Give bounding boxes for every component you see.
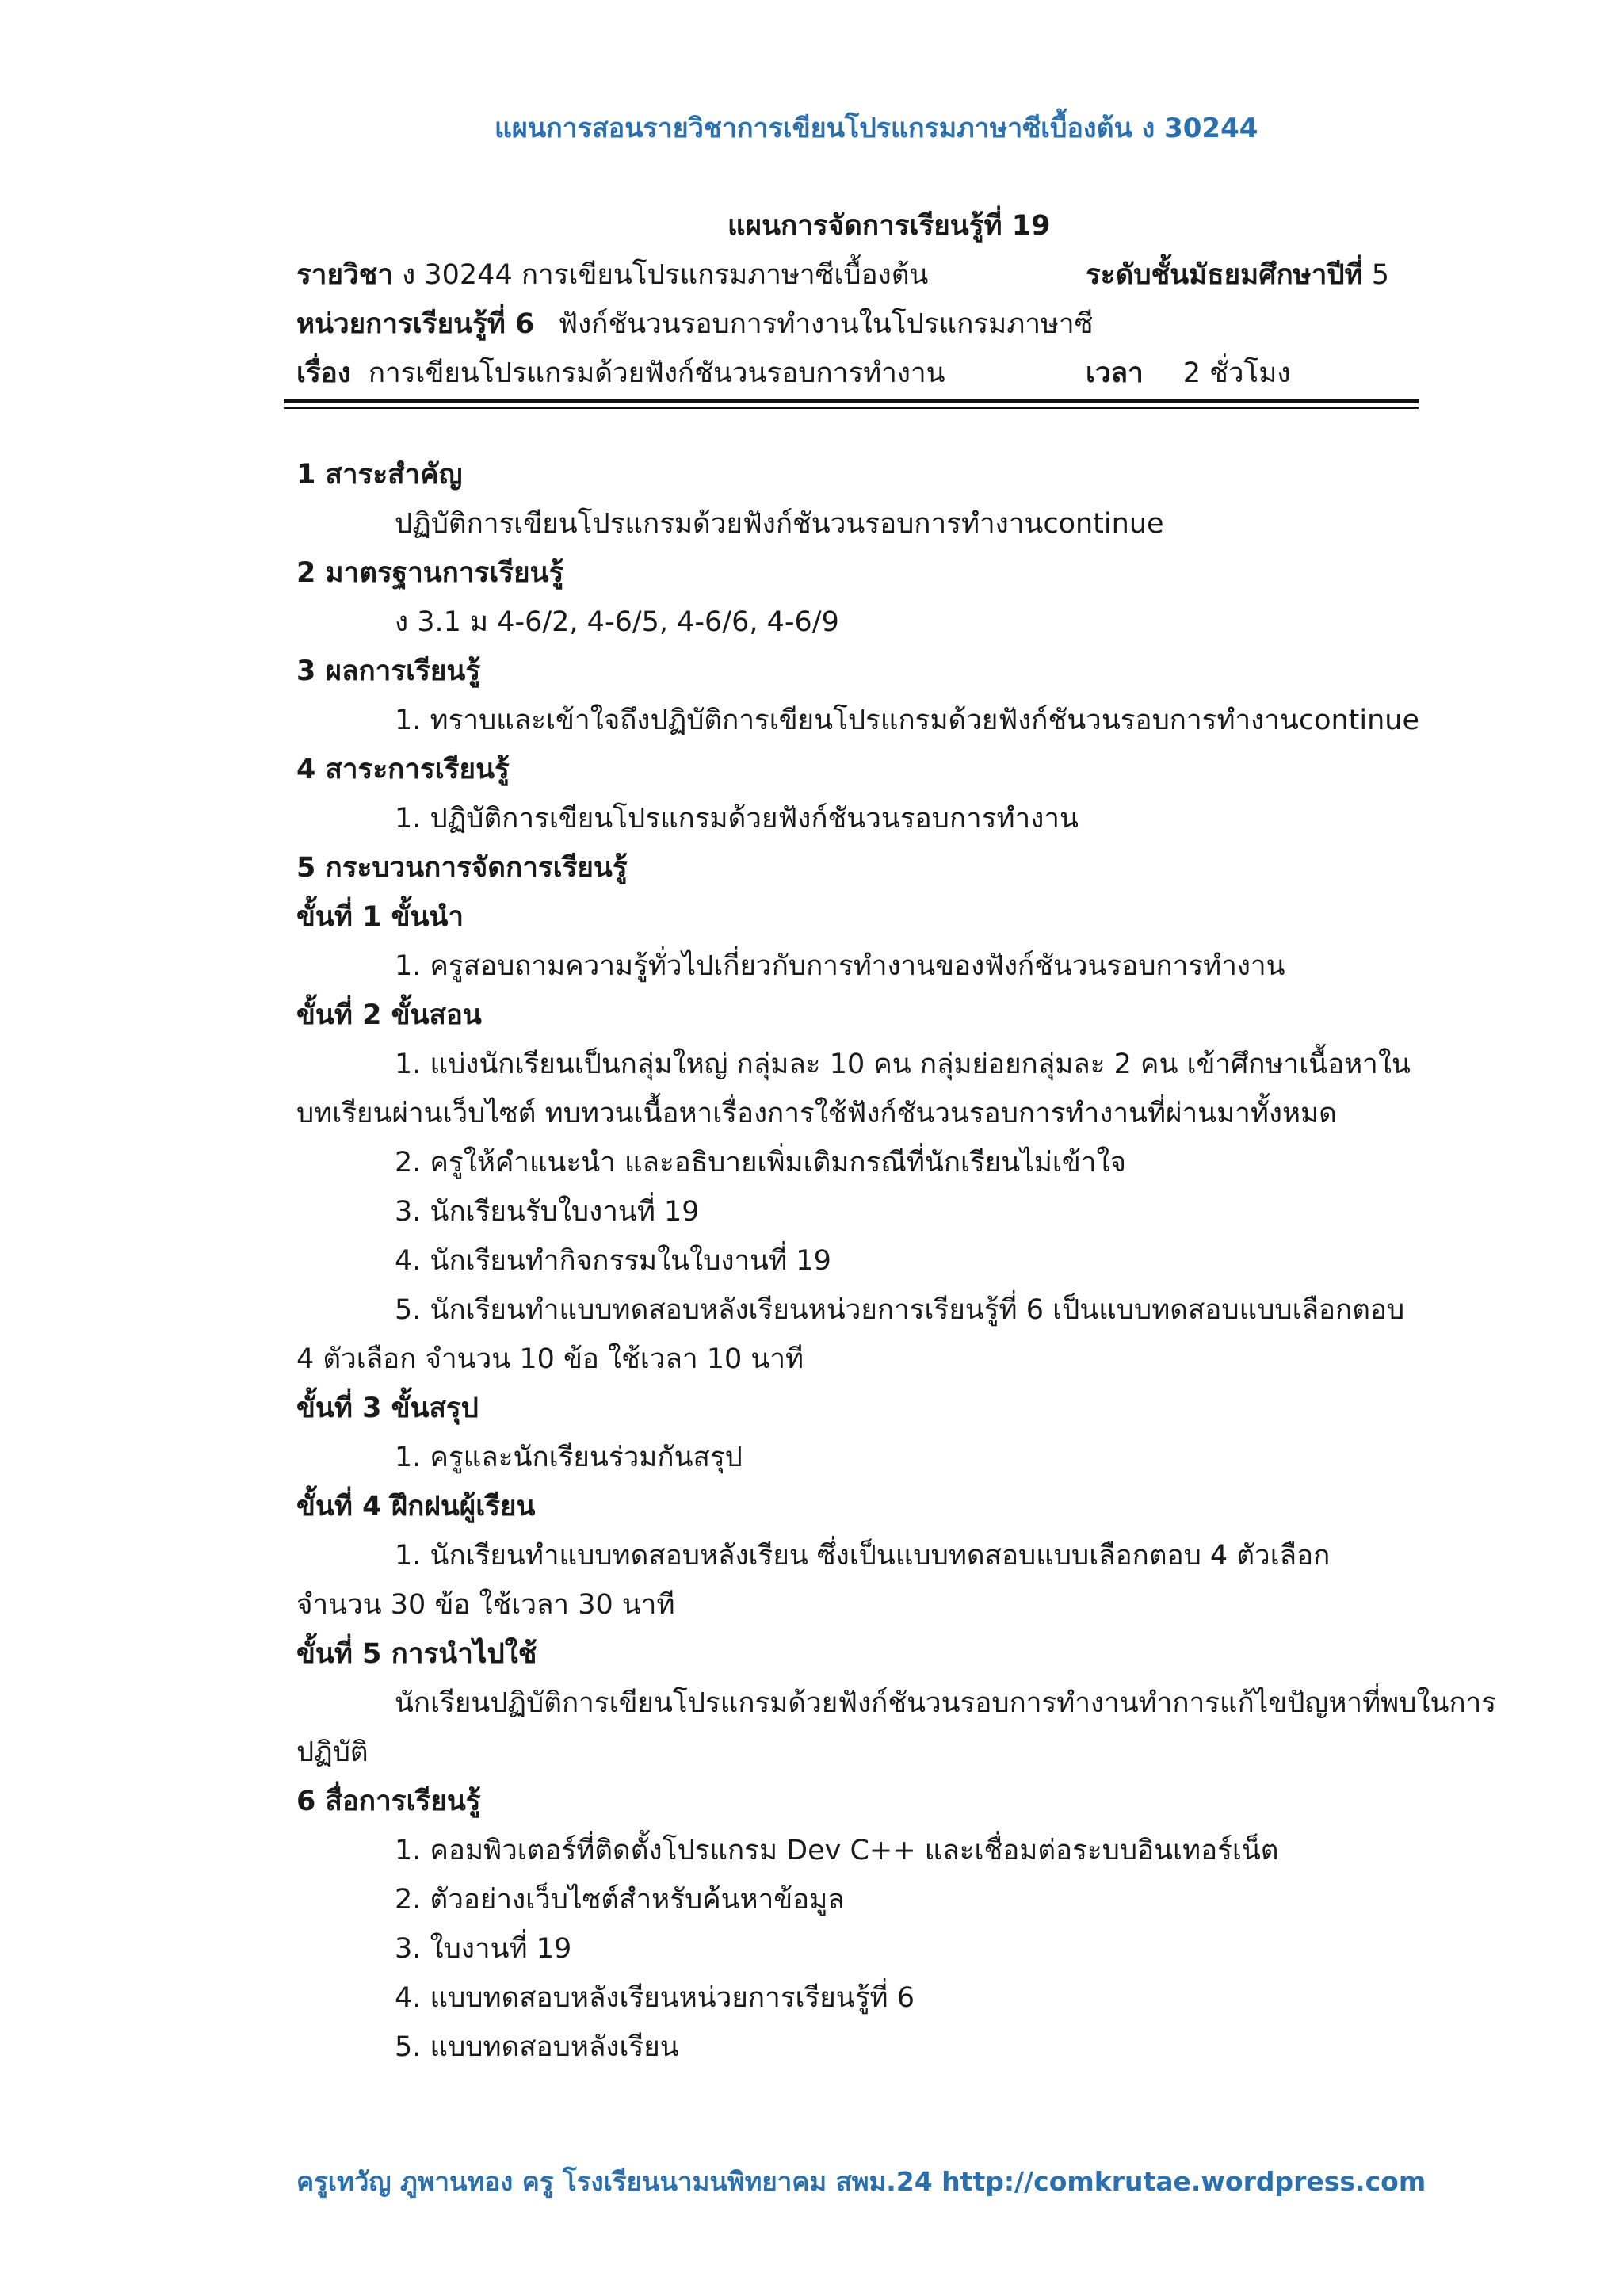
section-6-heading: 6 สื่อการเรียนรู้	[296, 1786, 481, 1817]
step-2-item-1a: 1. แบ่งนักเรียนเป็นกลุ่มใหญ่ กลุ่มละ 10 คน กลุ่มย่อยกลุ่มละ 2 คน เข้าศึกษาเนื้อหาใน	[395, 1049, 1411, 1080]
step-2-item-5a: 5. นักเรียนทำแบบทดสอบหลังเรียนหน่วยการเรียนรู้ที่ 6 เป็นแบบทดสอบแบบเลือกตอบ	[395, 1294, 1405, 1326]
unit-value: ฟังก์ชันวนรอบการทำงานในโปรแกรมภาษาซี	[558, 308, 1094, 340]
level-label: ระดับชั้นมัธยมศึกษาปีที่	[1086, 259, 1363, 291]
section-3-heading: 3 ผลการเรียนรู้	[296, 655, 481, 687]
level-line	[1086, 250, 1389, 300]
time-label: เวลา	[1086, 357, 1144, 389]
section-4-heading: 4 สาระการเรียนรู้	[296, 754, 510, 785]
media-item-1: 1. คอมพิวเตอร์ที่ติดตั้งโปรแกรม Dev C++ และเชื่อมต่อระบบอินเทอร์เน็ต	[395, 1835, 1279, 1866]
section-5-heading: 5 กระบวนการจัดการเรียนรู้	[296, 852, 628, 884]
topic-value: การเขียนโปรแกรมด้วยฟังก์ชันวนรอบการทำงาน	[368, 357, 945, 389]
step-5-title: ขั้นที่ 5 การนำไปใช้	[296, 1638, 537, 1670]
subject-line	[296, 250, 928, 300]
step-2-item-1b: บทเรียนผ่านเว็บไซต์ ทบทวนเนื้อหาเรื่องการใช้ฟังก์ชันวนรอบการทำงานที่ผ่านมาทั้งหมด	[296, 1098, 1337, 1129]
unit-label: หน่วยการเรียนรู้ที่ 6	[296, 308, 535, 340]
section-1-text: ปฏิบัติการเขียนโปรแกรมด้วยฟังก์ชันวนรอบการทำงานcontinue	[395, 508, 1164, 540]
step-2-title: ขั้นที่ 2 ขั้นสอน	[296, 999, 482, 1031]
topic-line	[296, 349, 945, 398]
document-header: แผนการสอนรายวิชาการเขียนโปรแกรมภาษาซีเบื้องต้น ง 30244	[495, 113, 1258, 144]
document-footer: ครูเทวัญ ภูพานทอง ครู โรงเรียนนามนพิทยาคม สพม.24 http://comkrutae.wordpress.com	[296, 2166, 1426, 2197]
media-item-3: 3. ใบงานที่ 19	[395, 1933, 572, 1965]
media-item-2: 2. ตัวอย่างเว็บไซต์สำหรับค้นหาข้อมูล	[395, 1884, 845, 1916]
topic-label: เรื่อง	[296, 357, 351, 389]
step-2-item-5b: 4 ตัวเลือก จำนวน 10 ข้อ ใช้เวลา 10 นาที	[296, 1343, 804, 1375]
step-5-text-a: นักเรียนปฏิบัติการเขียนโปรแกรมด้วยฟังก์ชันวนรอบการทำงานทำการแก้ไขปัญหาที่พบในการ	[395, 1687, 1497, 1719]
step-1-title: ขั้นที่ 1 ขั้นนำ	[296, 901, 464, 933]
step-3-title: ขั้นที่ 3 ขั้นสรุป	[296, 1392, 479, 1424]
media-item-4: 4. แบบทดสอบหลังเรียนหน่วยการเรียนรู้ที่ 6	[395, 1982, 915, 2014]
section-1-heading: 1 สาระสำคัญ	[296, 459, 463, 491]
plan-title: แผนการจัดการเรียนรู้ที่ 19	[727, 210, 1051, 242]
media-item-5: 5. แบบทดสอบหลังเรียน	[395, 2031, 679, 2063]
time-line	[1086, 349, 1290, 398]
step-5-text-b: ปฏิบัติ	[296, 1736, 369, 1768]
step-4-item-1a: 1. นักเรียนทำแบบทดสอบหลังเรียน ซึ่งเป็นแบบทดสอบแบบเลือกตอบ 4 ตัวเลือก	[395, 1540, 1331, 1572]
subject-label: รายวิชา	[296, 259, 394, 291]
header-rule-thick	[284, 399, 1419, 403]
section-2-text: ง 3.1 ม 4-6/2, 4-6/5, 4-6/6, 4-6/9	[395, 606, 839, 638]
section-3-text: 1. ทราบและเข้าใจถึงปฏิบัติการเขียนโปรแกรมด้วยฟังก์ชันวนรอบการทำงานcontinue	[395, 705, 1420, 736]
header-rule-thin	[284, 407, 1419, 409]
step-2-item-2: 2. ครูให้คำแนะนำ และอธิบายเพิ่มเติมกรณีที่นักเรียนไม่เข้าใจ	[395, 1147, 1127, 1179]
step-3-item-1: 1. ครูและนักเรียนร่วมกันสรุป	[395, 1442, 743, 1473]
step-1-item-1: 1. ครูสอบถามความรู้ทั่วไปเกี่ยวกับการทำงานของฟังก์ชันวนรอบการทำงาน	[395, 950, 1285, 982]
section-2-heading: 2 มาตรฐานการเรียนรู้	[296, 557, 564, 589]
unit-line	[296, 300, 1093, 349]
level-value: 5	[1362, 259, 1390, 291]
time-value: 2 ชั่วโมง	[1182, 357, 1291, 389]
subject-value: ง 30244 การเขียนโปรแกรมภาษาซีเบื้องต้น	[393, 259, 929, 291]
section-4-text: 1. ปฏิบัติการเขียนโปรแกรมด้วยฟังก์ชันวนรอบการทำงาน	[395, 803, 1079, 835]
step-4-item-1b: จำนวน 30 ข้อ ใช้เวลา 30 นาที	[296, 1589, 675, 1621]
step-2-item-4: 4. นักเรียนทำกิจกรรมในใบงานที่ 19	[395, 1245, 831, 1277]
step-4-title: ขั้นที่ 4 ฝึกฝนผู้เรียน	[296, 1491, 536, 1522]
step-2-item-3: 3. นักเรียนรับใบงานที่ 19	[395, 1196, 700, 1228]
